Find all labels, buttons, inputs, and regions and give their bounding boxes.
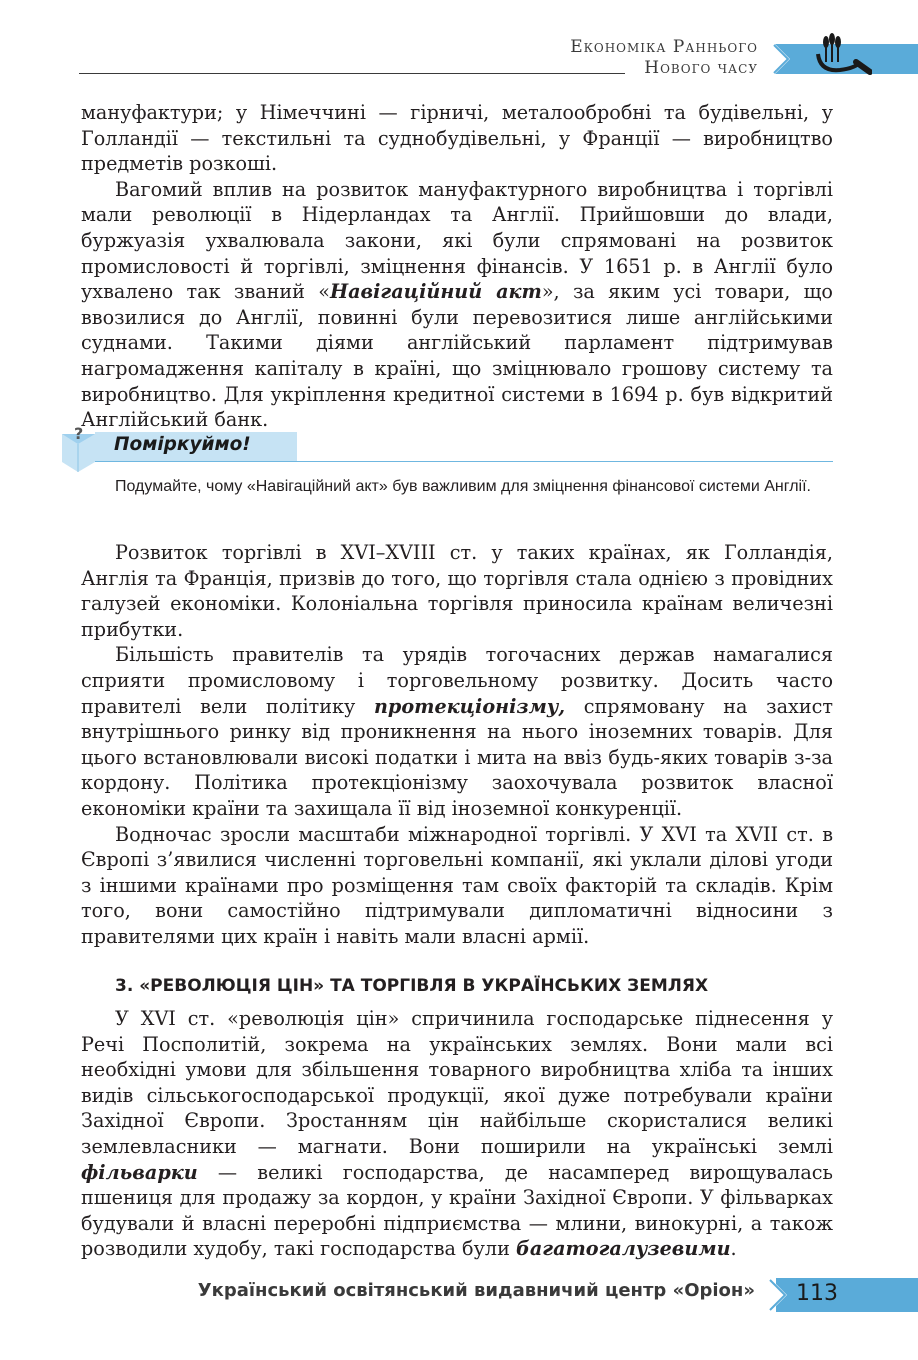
- emphasized-term: багатогалузевими: [515, 1237, 731, 1261]
- paragraph-text: — великі господарства, де насамперед вирощувалась пшениця для продажу за кордон, у країни Західної Європи. У фільварках будували й власні переробні підприємства — млини, винокурні, а також розводили худобу, такі господарства були: [81, 1160, 833, 1261]
- emphasized-term: фільварки: [81, 1160, 198, 1184]
- question-mark: ?: [74, 424, 84, 443]
- publisher-line: Український освітянський видавничий центр «Оріон»: [197, 1280, 755, 1301]
- paragraph: [81, 100, 833, 177]
- chevron-right-icon: [772, 41, 798, 77]
- paragraph-text: мануфактури; у Німеччині — гірничі, металообробні та будівельні, у Голландії — текстильні та суднобудівельні, у Франції — виробництво предметів розкоші.: [81, 101, 833, 176]
- paragraph: [81, 177, 833, 433]
- paragraph-text: .: [730, 1237, 737, 1261]
- think-rule: [95, 461, 833, 462]
- page-number: 113: [796, 1281, 838, 1306]
- emphasized-term: Навігаційний акт: [329, 280, 542, 304]
- paragraph: [81, 1006, 833, 1262]
- paragraph-text: Розвиток торгівлі в XVI–XVIII ст. у таких країнах, як Голландія, Англія та Франція, призвів до того, що торгівля стала однією з провідних галузей економіки. Колоніальна торгівля приносила країнам величезні прибутки.: [81, 541, 833, 641]
- think-title: Поміркуймо!: [114, 434, 251, 455]
- paragraph-text: Вагомий вплив на розвиток мануфактурного виробництва і торгівлі мали революції в Нідерландах та Англії. Прийшовши до влади, буржуазія ухвалювала закони, які були спрямовані на розвиток промисловості й торгівлі, зміцнення фінансів. У 1651 р. в Англії було ухвалено так званий «: [81, 177, 833, 304]
- paragraph: [81, 642, 833, 821]
- text-block-top: [81, 100, 833, 433]
- paragraph-text: Водночас зросли масштаби міжнародної торгівлі. У XVI та XVII ст. в Європі з’явилися численні торговельні компанії, які уклали ділові угоди з іншими країнами про розміщення там своїх факторій та складів. Крім того, вони самостійно підтримували дипломатичні відносини з правителями цих країн і навіть мали власні армії.: [81, 822, 833, 948]
- chevron-right-icon: [768, 1276, 794, 1314]
- text-block-bottom: [81, 1006, 833, 1262]
- emphasized-term: протекціонізму,: [373, 694, 566, 718]
- running-head-line-1: Економіка Раннього: [570, 37, 758, 57]
- header-rule: [79, 73, 625, 74]
- paragraph-text: », за яким усі товари, що ввозилися до Англії, повинні були перевозитися лише англійськими суднами. Такими діями англійський парламент підтримував нагромадження капіталу в країні, що зміцнювало грошову систему та виробництво. Для укріплення кредитної системи в 1694 р. був відкритий Англійський банк.: [81, 280, 833, 432]
- paragraph: [81, 822, 833, 950]
- section-heading: 3. «РЕВОЛЮЦІЯ ЦІН» ТА ТОРГІВЛЯ В УКРАЇНСЬКИХ ЗЕМЛЯХ: [115, 976, 709, 996]
- paragraph-text: Більшість правителів та урядів тогочасних держав намагалися сприяти промисловому і торговельному розвитку. Досить часто правителі вели політику: [81, 643, 833, 718]
- think-question: Подумайте, чому «Навігаційний акт» був важливим для зміцнення фінансової системи Англії.: [115, 478, 811, 495]
- paragraph-text: спрямовану на захист внутрішнього ринку від проникнення на нього іноземних товарів. Для цього встановлювали високі податки і мита на ввіз будь-яких товарів з-за кордону. Політика протекціонізму заохочувала розвиток власної економіки країни та захищала її від іноземної конкуренції.: [81, 694, 833, 820]
- text-block-mid: [81, 540, 833, 950]
- running-head-line-2: Нового часу: [644, 58, 758, 78]
- wheat-sickle-icon: [812, 32, 872, 78]
- paragraph: [81, 540, 833, 642]
- paragraph-text: У XVI ст. «революція цін» спричинила господарське піднесення у Речі Посполитій, зокрема на українських землях. Вони мали всі необхідні умови для збільшення товарного виробництва хліба та інших видів сільськогосподарської продукції, якої дуже потребували країни Західної Європи. Зростанням цін найбільше скористалися великі землевласники — магнати. Вони поширили на українські землі: [81, 1007, 833, 1158]
